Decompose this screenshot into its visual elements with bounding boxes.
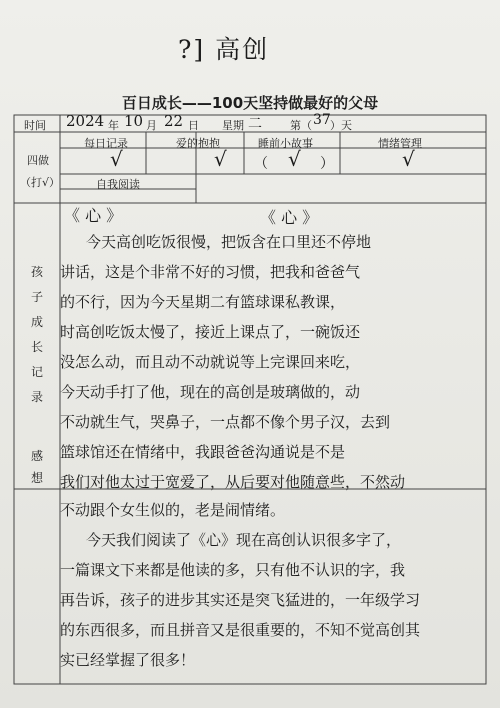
record-line: 讲话，这是个非常不好的习惯，把我和爸爸气 bbox=[60, 263, 361, 281]
daily-record-check: √ bbox=[110, 147, 123, 171]
feeling-line: 再告诉，孩子的进步其实还是突飞猛进的，一年级学习 bbox=[60, 591, 421, 609]
year-value: 2024 bbox=[66, 112, 105, 130]
day-number-suffix: ）天 bbox=[330, 119, 352, 132]
emotion-management-label: 情绪管理 bbox=[378, 137, 422, 150]
weekday-value: 二 bbox=[248, 116, 262, 132]
self-reading-label: 自我阅读 bbox=[96, 178, 140, 191]
day-number-value: 37 bbox=[313, 112, 331, 128]
record-line: 今天高创吃饭很慢，把饭含在口里还不停地 bbox=[86, 233, 372, 251]
page-title: 百日成长——100天坚持做最好的父母 bbox=[121, 94, 379, 112]
day-unit: 日 bbox=[188, 119, 199, 132]
story-paren-close: ） bbox=[320, 156, 334, 172]
record-line: 时高创吃饭太慢了，接近上课点了，一碗饭还 bbox=[60, 323, 361, 341]
student-name: ?] 高创 bbox=[178, 35, 270, 64]
feeling-section-label: 感想 bbox=[30, 449, 43, 485]
year-unit: 年 bbox=[108, 119, 119, 132]
four-do-label: 四做（打√） bbox=[20, 154, 61, 189]
day-number-prefix: 第（ bbox=[290, 119, 312, 132]
self-reading-book-right: 《 心 》 bbox=[260, 208, 319, 227]
love-hug-check: √ bbox=[214, 147, 227, 171]
self-reading-book: 《 心 》 bbox=[64, 206, 123, 225]
record-section-label: 孩子成长记录 bbox=[30, 265, 43, 404]
weekday-label: 星期 bbox=[222, 119, 244, 132]
feeling-line: 的东西很多，而且拼音又是很重要的，不知不觉高创其 bbox=[60, 621, 421, 639]
record-line: 不动跟个女生似的，老是闹情绪。 bbox=[60, 501, 286, 519]
time-label: 时间 bbox=[24, 119, 46, 132]
month-value: 10 bbox=[124, 112, 144, 130]
record-line: 不动就生气，哭鼻子，一点都不像个男子汉，去到 bbox=[60, 413, 391, 431]
story-paren-open: （ bbox=[254, 156, 268, 172]
day-value: 22 bbox=[164, 112, 184, 130]
feeling-line: 今天我们阅读了《心》现在高创认识很多字了， bbox=[86, 531, 402, 549]
love-hug-label: 爱的抱抱 bbox=[176, 137, 220, 150]
bedtime-story-label: 睡前小故事 bbox=[258, 137, 313, 150]
feeling-line: 一篇课文下来都是他读的多，只有他不认识的字，我 bbox=[60, 561, 406, 579]
daily-record-label: 每日记录 bbox=[84, 137, 128, 150]
record-line: 我们对他太过于宽爱了，从后要对他随意些，不然动 bbox=[60, 473, 406, 491]
record-line: 篮球馆还在情绪中，我跟爸爸沟通说是不是 bbox=[60, 443, 346, 461]
record-line: 今天动手打了他，现在的高创是玻璃做的，动 bbox=[60, 383, 361, 401]
feeling-line: 实已经掌握了很多！ bbox=[60, 651, 196, 669]
month-unit: 月 bbox=[146, 119, 157, 132]
record-line: 没怎么动，而且动不动就说等上完课回来吃， bbox=[60, 353, 361, 371]
emotion-management-check: √ bbox=[402, 147, 415, 171]
bedtime-story-check: √ bbox=[288, 147, 301, 171]
record-line: 的不行，因为今天星期二有篮球课私教课， bbox=[60, 293, 346, 311]
